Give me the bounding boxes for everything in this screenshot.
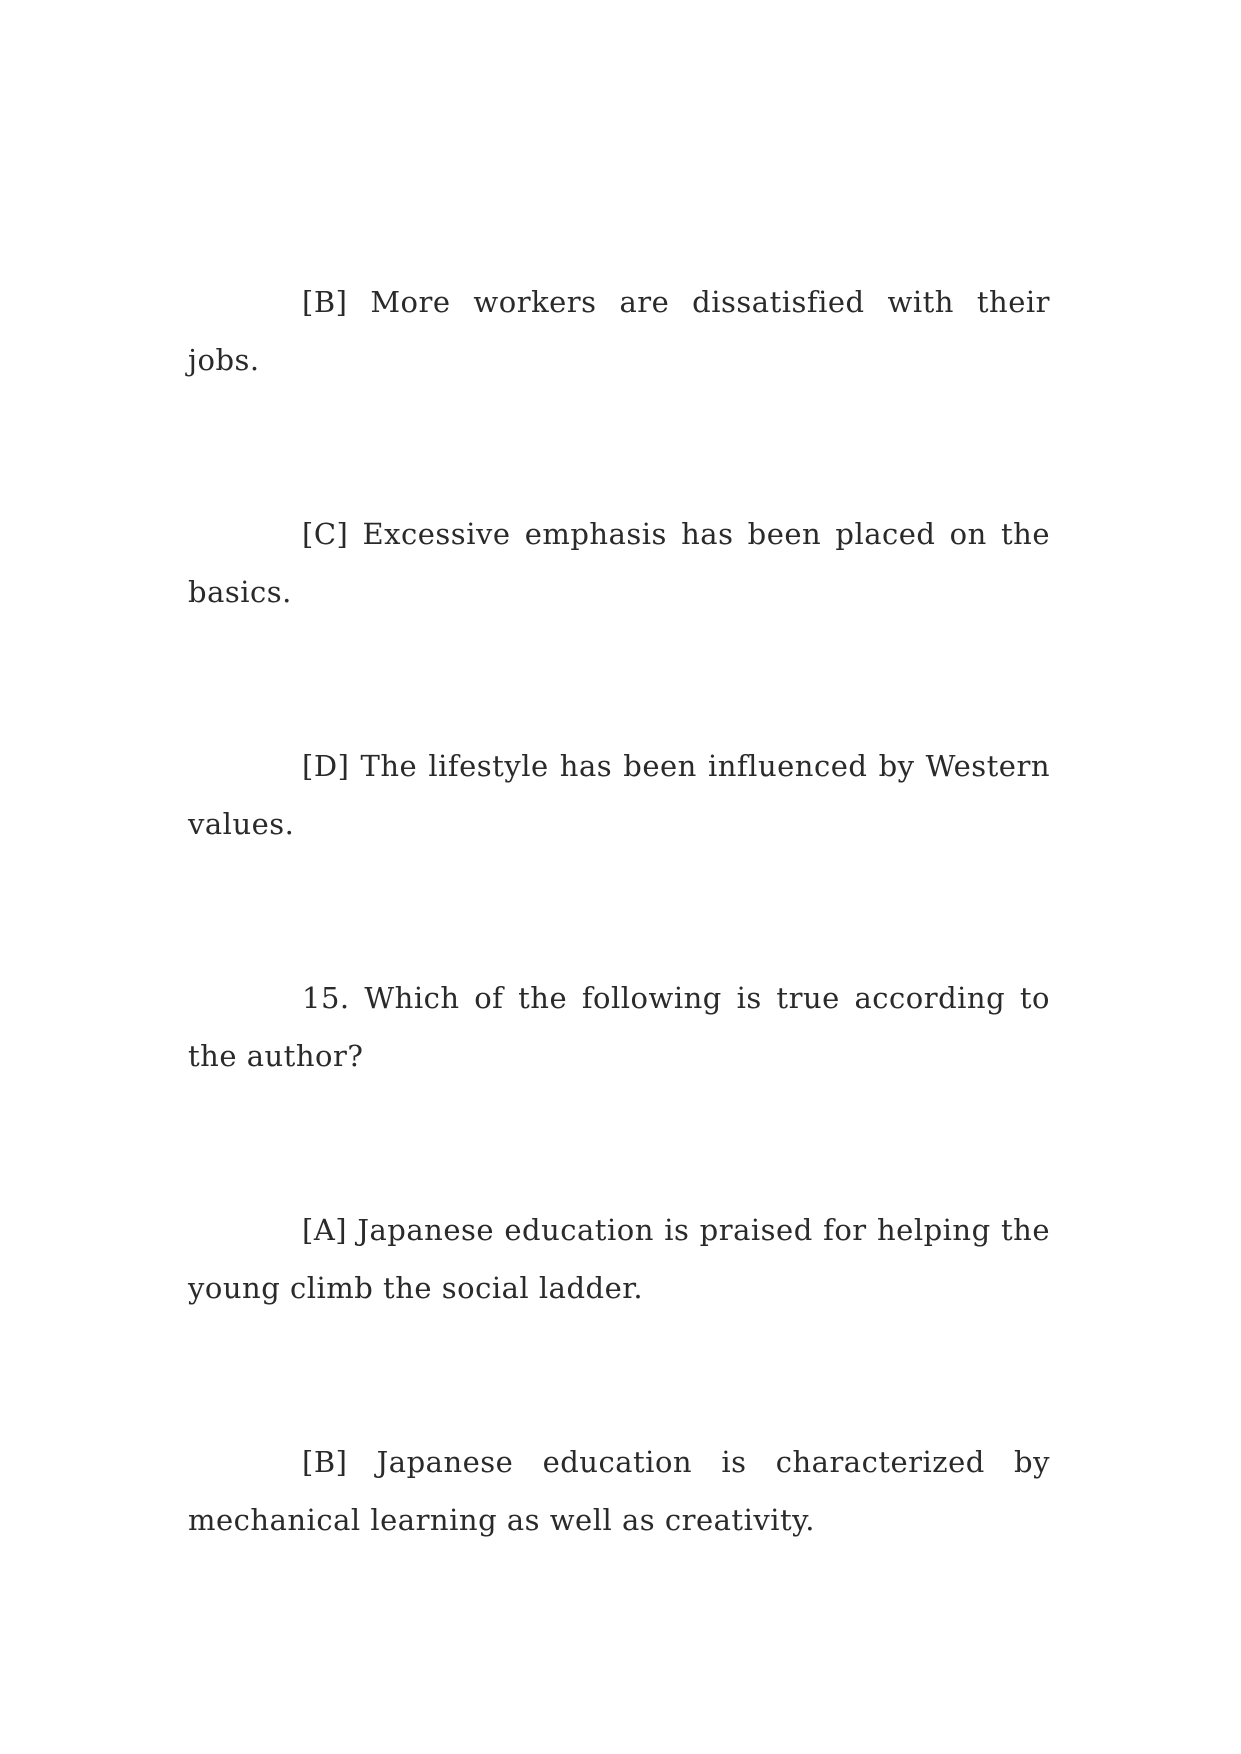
option-b-mechanical-learning: [B] Japanese education is characterized by mechanical learning as well as creativity.: [188, 1445, 1050, 1537]
option-d-lifestyle-western-values: [D] The lifestyle has been influenced by Western values.: [188, 749, 1050, 841]
option-b-workers-dissatisfied: [B] More workers are dissatisfied with their jobs.: [188, 285, 1050, 377]
option-c-emphasis-on-basics: [C] Excessive emphasis has been placed on the basics.: [188, 517, 1050, 609]
option-a-social-ladder: [A] Japanese education is praised for helping the young climb the social ladder.: [188, 1213, 1050, 1305]
question-15: 15. Which of the following is true according to the author?: [188, 981, 1050, 1073]
